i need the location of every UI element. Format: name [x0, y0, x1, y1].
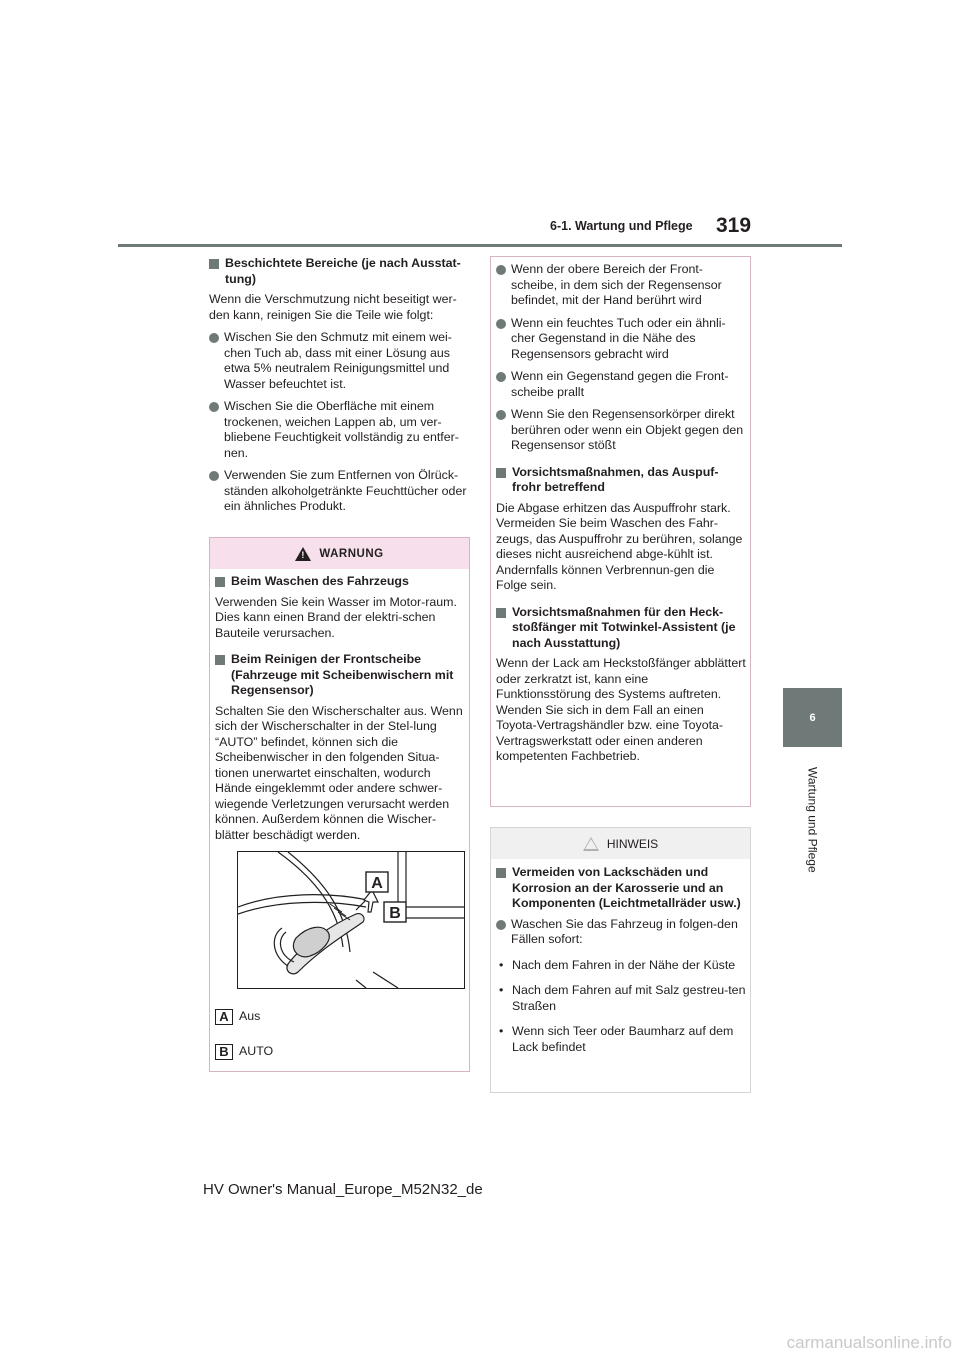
- square-bullet-icon: [496, 608, 506, 618]
- bullet-dot-icon: [496, 920, 506, 930]
- dash-item-text: Nach dem Fahren in der Nähe der Küste: [512, 957, 736, 972]
- page-number: 319: [716, 214, 752, 237]
- list-item: [496, 917, 746, 948]
- heading-text: Vorsichtsmaßnahmen, das Auspuf-frohr betreffend: [512, 464, 719, 494]
- dash-item: [496, 958, 746, 974]
- chapter-label-text: Wartung und Pflege: [805, 767, 820, 873]
- section-heading: [496, 605, 746, 652]
- bullet-dot-icon: [209, 402, 219, 412]
- square-bullet-icon: [496, 868, 506, 878]
- list-item: [209, 330, 467, 392]
- bullet-dot-icon: [496, 410, 506, 420]
- warning-box: [209, 537, 470, 1072]
- section-heading: [209, 256, 467, 287]
- bullet-dot-icon: [496, 319, 506, 329]
- header-rule: [118, 244, 842, 247]
- section-heading: [496, 465, 746, 496]
- chapter-tab: [783, 688, 842, 747]
- bullet-dot-icon: [209, 333, 219, 343]
- list-item-text: Waschen Sie das Fahrzeug in folgen-den Fällen sofort:: [511, 916, 738, 946]
- warning-box-continued: [490, 256, 751, 807]
- caution-triangle-icon: [583, 837, 599, 851]
- paragraph: Vermeiden Sie beim Waschen des Fahr-zeugs, das Auspuffrohr zu berühren, solange dieses nicht ausreichend abge-kühlt ist. Andernfalls können Verbrennun-gen die Folge sein.: [496, 516, 743, 592]
- list-item: [496, 407, 746, 454]
- warning-continued-body: [491, 257, 750, 765]
- section-heading: [496, 865, 746, 912]
- bullet-dot-icon: [209, 471, 219, 481]
- bullet-dot-icon: [496, 265, 506, 275]
- section-title: 6-1. Wartung und Pflege: [550, 219, 693, 233]
- left-column: [209, 256, 467, 522]
- dash-marker: •: [499, 983, 504, 997]
- list-item: [209, 468, 467, 515]
- dash-item: [496, 983, 746, 1014]
- note-title: HINWEIS: [606, 836, 659, 851]
- square-bullet-icon: [496, 468, 506, 478]
- warning-body: [210, 569, 469, 1060]
- list-item: [209, 399, 467, 461]
- dash-marker: •: [499, 957, 504, 972]
- list-item: [496, 369, 746, 400]
- warning-title: WARNUNG: [319, 547, 384, 560]
- note-box: [490, 827, 751, 1093]
- square-bullet-icon: [209, 259, 219, 269]
- heading-text: Beschichtete Bereiche (je nach Ausstat-tung): [225, 256, 461, 286]
- callout-a-label: A: [371, 875, 383, 892]
- paragraph: Schalten Sie den Wischerschalter aus. Wenn sich der Wischerschalter in der Stel-lung “AUTO” befindet, können sich die Scheibenwischer in den folgenden Situa-tionen unerwartet einschalten, wodurch Hände eingeklemmt oder andere schwer-wiegende Verletzungen verursacht werden können. Außerdem können die Wischer-blätter beschädigt werden.: [215, 703, 463, 842]
- list-item-text: Wenn Sie den Regensensorkörper direkt berühren oder wenn ein Objekt gegen den Regensensor stößt: [511, 407, 744, 452]
- heading-text: Beim Reinigen der Frontscheibe (Fahrzeuge mit Scheibenwischern mit Regensensor): [231, 652, 454, 697]
- heading-text: Beim Waschen des Fahrzeugs: [231, 574, 409, 588]
- legend-item: [215, 1044, 465, 1060]
- list-item: [496, 316, 746, 363]
- warning-header: [210, 538, 469, 569]
- paragraph: Verwenden Sie kein Wasser im Motor-raum. Dies kann einen Brand der elektri-schen Bauteile verursachen.: [215, 594, 457, 640]
- warning-triangle-icon: !: [295, 547, 311, 561]
- list-item-text: Wenn ein feuchtes Tuch oder ein ähnli-cher Gegenstand in die Nähe des Regensensors gebracht wird: [511, 315, 726, 361]
- callout-b-label: B: [389, 905, 401, 922]
- list-item-text: Wischen Sie den Schmutz mit einem wei-chen Tuch ab, dass mit einer Lösung aus etwa 5% neutralem Reinigungsmittel und Wasser befeuchtet ist.: [224, 330, 452, 391]
- section-heading: [215, 574, 465, 590]
- list-item-text: Verwenden Sie zum Entfernen von Ölrück-ständen alkoholgetränkte Feuchttücher oder ein ähnliches Produkt.: [224, 468, 467, 513]
- steering-column-drawing: [238, 852, 464, 988]
- bullet-dot-icon: [496, 372, 506, 382]
- heading-text: Vorsichtsmaßnahmen für den Heck-stoßfänger mit Totwinkel-Assistent (je nach Ausstattung): [512, 604, 736, 650]
- chapter-number: 6: [809, 711, 816, 724]
- note-header: [491, 828, 750, 859]
- chapter-label: [783, 755, 842, 885]
- wiper-switch-illustration: [237, 851, 465, 989]
- dash-item: [496, 1024, 746, 1055]
- legend-item: [215, 1009, 465, 1025]
- paragraph: Wenn der Lack am Heckstoßfänger abblättert oder zerkratzt ist, kann eine Funktionsstörung des Systems auftreten. Wenden Sie sich in dem Fall an einen Toyota-Vertragshändler bzw. eine Toyota-Vertragswerkstatt oder einen anderen kompetenten Fachbetrieb.: [496, 656, 746, 763]
- dash-marker: •: [499, 1024, 504, 1038]
- legend-label: Aus: [239, 1009, 261, 1024]
- list-item-text: Wischen Sie die Oberfläche mit einem trockenen, weichen Lappen ab, um ver-bliebene Feuchtigkeit vollständig zu entfer-nen.: [224, 399, 459, 460]
- legend-key: A: [215, 1009, 233, 1025]
- square-bullet-icon: [215, 577, 225, 587]
- note-body: [491, 859, 750, 1055]
- watermark: carmanualsonline.info: [786, 1333, 952, 1352]
- paragraph: Die Abgase erhitzen das Auspuffrohr stark.: [496, 500, 731, 515]
- list-item-text: Wenn der obere Bereich der Front-scheibe, in dem sich der Regensensor befindet, mit der Hand berührt wird: [511, 262, 722, 307]
- square-bullet-icon: [215, 655, 225, 665]
- footer-manual-id: HV Owner's Manual_Europe_M52N32_de: [203, 1181, 483, 1198]
- intro-paragraph: Wenn die Verschmutzung nicht beseitigt wer-den kann, reinigen Sie die Teile wie folgt:: [209, 292, 457, 322]
- dash-item-text: Wenn sich Teer oder Baumharz auf dem Lack befindet: [512, 1024, 734, 1054]
- legend-key: B: [215, 1044, 233, 1060]
- dash-item-text: Nach dem Fahren auf mit Salz gestreu-ten Straßen: [512, 983, 746, 1013]
- section-heading: [215, 652, 465, 699]
- list-item: [496, 262, 746, 309]
- heading-text: Vermeiden von Lackschäden und Korrosion an der Karosserie und an Komponenten (Leichtmetallräder usw.): [512, 865, 741, 910]
- list-item-text: Wenn ein Gegenstand gegen die Front-scheibe prallt: [511, 369, 729, 399]
- legend-label: AUTO: [239, 1044, 274, 1059]
